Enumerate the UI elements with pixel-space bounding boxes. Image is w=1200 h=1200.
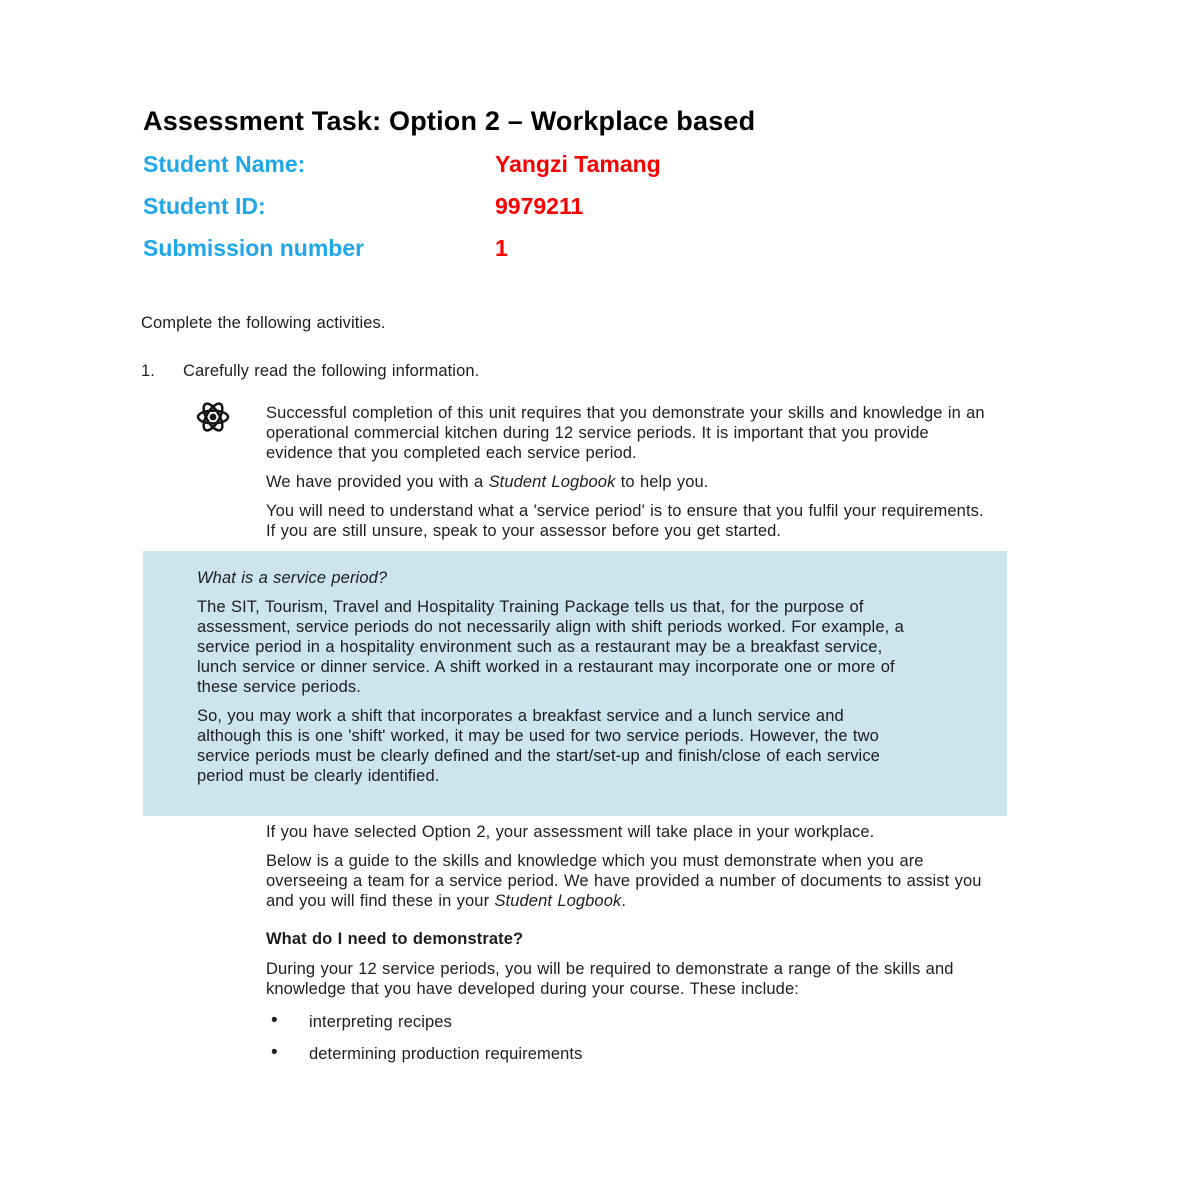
callout-paragraph-1: The SIT, Tourism, Travel and Hospitality Training Package tells us that, for the purpose of assessment, service periods do not necessarily align with shift periods worked. For example, a service period in a hospitality environment such as a restaurant may be a breakfast service, lunch service or dinner service. A shift worked in a restaurant may incorporate one or more of these service periods.: [197, 598, 904, 696]
callout-heading: What is a service period?: [197, 569, 388, 587]
after-paragraph-2: [266, 851, 990, 911]
after-callout-section: [266, 822, 990, 1076]
student-name-value: Yangzi Tamang: [495, 151, 661, 177]
list-item: • interpreting recipes: [266, 1012, 990, 1032]
intro-text: Complete the following activities.: [141, 314, 386, 332]
activity-item: [141, 361, 479, 381]
after-paragraph-1: If you have selected Option 2, your assessment will take place in your workplace.: [266, 823, 875, 841]
submission-number-value: 1: [495, 235, 508, 261]
info-section: [266, 403, 990, 550]
info-p2-pre: We have provided you with a: [266, 473, 489, 491]
student-id-value: 9979211: [495, 193, 584, 219]
student-name-row: [143, 151, 661, 177]
info-paragraph-1: Successful completion of this unit requires that you demonstrate your skills and knowledge in an operational commercial kitchen during 12 service periods. It is important that you provide evidence that you completed each service period.: [266, 404, 985, 462]
student-logbook-italic: Student Logbook: [488, 473, 616, 491]
atom-icon: [195, 399, 231, 435]
activity-number: 1.: [141, 362, 155, 380]
callout-paragraph-2: So, you may work a shift that incorporates a breakfast service and a lunch service and although this is one 'shift' worked, it may be used for two service periods. However, the two service periods must be clearly defined and the start/set-up and finish/close of each service period must be clearly identified.: [197, 707, 880, 785]
demonstrate-subheading: What do I need to demonstrate?: [266, 930, 524, 948]
submission-number-label: Submission number: [143, 235, 365, 261]
service-period-callout: [143, 551, 1007, 816]
info-p2-post: to help you.: [615, 473, 709, 491]
info-paragraph-3: You will need to understand what a 'service period' is to ensure that you fulfil your requirements. If you are still unsure, speak to your assessor before you get started.: [266, 502, 984, 540]
skills-bullet-list: [266, 1012, 990, 1064]
student-id-label: Student ID:: [143, 193, 266, 219]
student-logbook-italic-2: Student Logbook: [494, 892, 622, 910]
after-p2-post: .: [621, 892, 627, 910]
list-item: • determining production requirements: [266, 1044, 990, 1064]
page-title: Assessment Task: Option 2 – Workplace based: [143, 106, 756, 136]
submission-number-row: [143, 235, 508, 261]
activity-text: Carefully read the following information.: [183, 362, 480, 380]
after-p2-pre: Below is a guide to the skills and knowledge which you must demonstrate when you are overseeing a team for a service period. We have provided a number of documents to assist you and you will find these in your: [266, 852, 982, 910]
info-paragraph-2: [266, 472, 990, 492]
student-id-row: [143, 193, 584, 219]
student-name-label: Student Name:: [143, 151, 306, 177]
after-paragraph-3: During your 12 service periods, you will be required to demonstrate a range of the skills and knowledge that you have developed during your course. These include:: [266, 960, 954, 998]
